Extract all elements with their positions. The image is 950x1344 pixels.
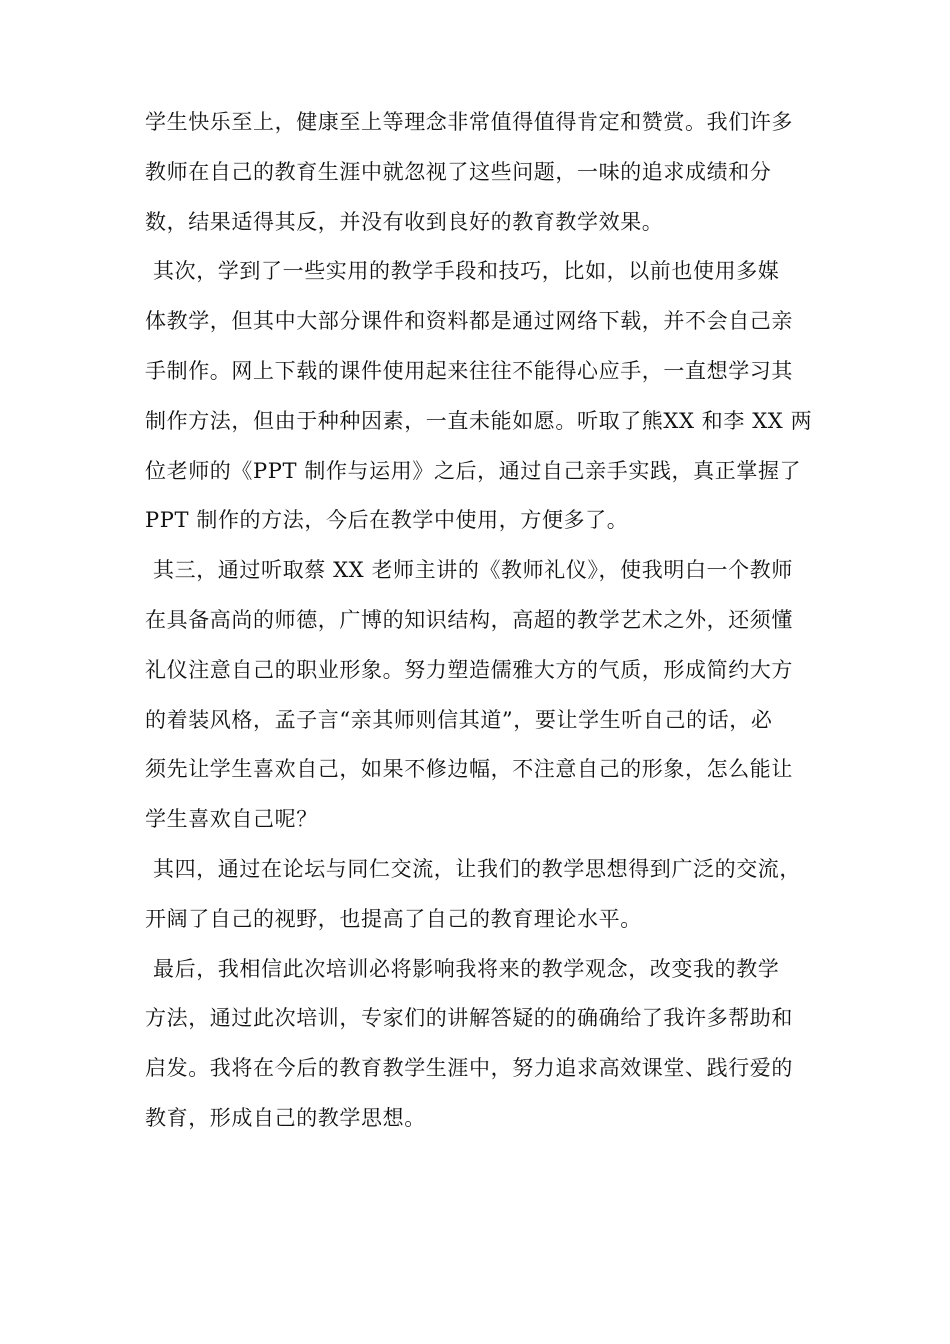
text-line: 制作方法，但由于种种因素，一直未能如愿。听取了熊XX 和李 XX 两 [145,408,813,433]
text-line: 的着装风格，孟子言“亲其师则信其道”，要让学生听自己的话，必 [145,707,773,732]
paragraph-start-line: 最后，我相信此次培训必将影响我将来的教学观念，改变我的教学 [153,956,780,981]
text-line: 方法，通过此次培训，专家们的讲解答疑的的确确给了我许多帮助和 [145,1006,793,1031]
text-line: 开阔了自己的视野，也提高了自己的教育理论水平。 [145,906,642,931]
text-line: 在具备高尚的师德，广博的知识结构，高超的教学艺术之外，还须懂 [145,607,793,632]
document-body [145,98,825,1144]
text-line: 学生喜欢自己呢？ [145,807,318,832]
text-line: 须先让学生喜欢自己，如果不修边幅，不注意自己的形象，怎么能让 [145,757,793,782]
paragraph-start-line: 其次，学到了一些实用的教学手段和技巧，比如，以前也使用多媒 [153,259,780,284]
text-line: 体教学，但其中大部分课件和资料都是通过网络下载，并不会自己亲 [145,309,793,334]
text-line: 数，结果适得其反，并没有收到良好的教育教学效果。 [145,209,664,234]
text-line: 教育，形成自己的教学思想。 [145,1105,426,1130]
paragraph-start-line: 其三，通过听取蔡 XX 老师主讲的《教师礼仪》，使我明白一个教师 [153,558,793,583]
text-line: PPT 制作的方法，今后在教学中使用，方便多了。 [145,508,629,533]
text-line: 手制作。网上下载的课件使用起来往往不能得心应手，一直想学习其 [145,358,793,383]
text-line: 学生快乐至上，健康至上等理念非常值得值得肯定和赞赏。我们许多 [145,110,793,134]
text-line: 教师在自己的教育生涯中就忽视了这些问题，一味的追求成绩和分 [145,159,772,184]
paragraph-start-line: 其四，通过在论坛与同仁交流，让我们的教学思想得到广泛的交流， [153,856,801,881]
text-line: 礼仪注意自己的职业形象。努力塑造儒雅大方的气质，形成简约大方 [145,657,793,682]
text-line: 启发。我将在今后的教育教学生涯中，努力追求高效课堂、践行爱的 [145,1056,793,1081]
text-line: 位老师的《PPT 制作与运用》之后，通过自己亲手实践，真正掌握了 [145,458,802,483]
